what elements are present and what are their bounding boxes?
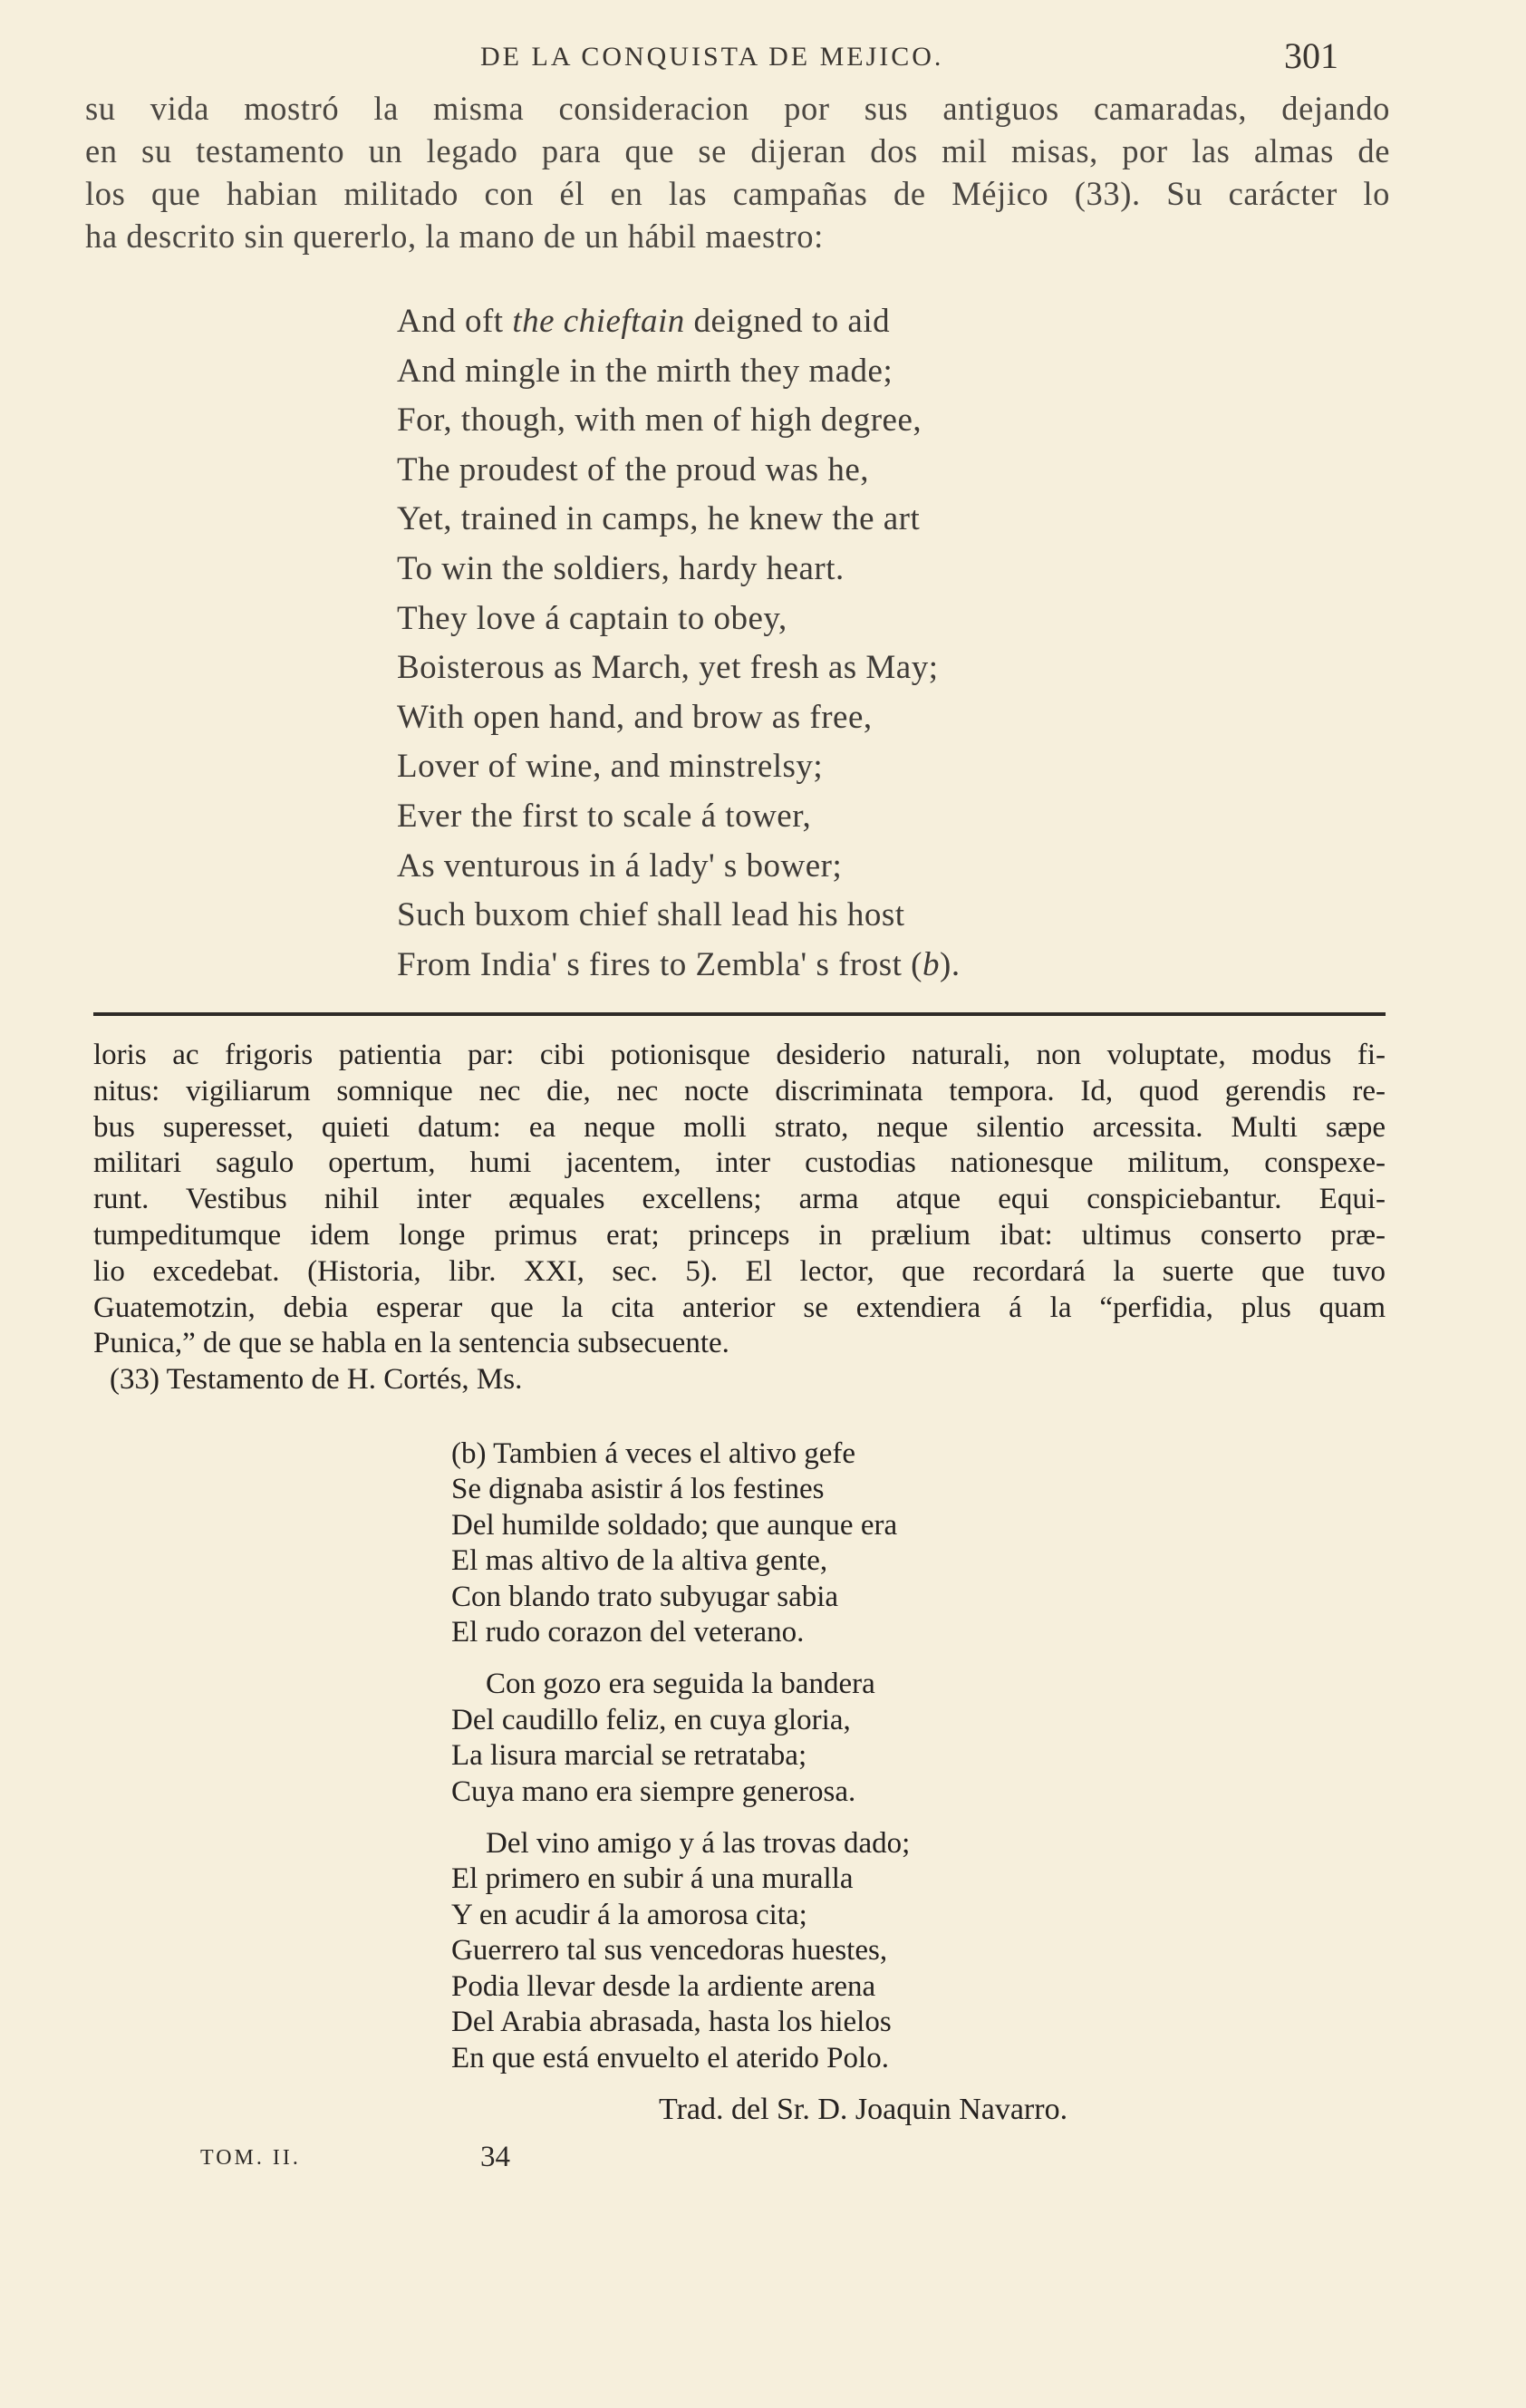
stanza-gap [451,1650,1267,1667]
poem-italic-text: b [922,945,941,983]
translation-line: Del caudillo feliz, en cuya gloria, [451,1703,851,1736]
translation-line: Con blando trato subyugar sabia [451,1580,839,1613]
poem-line: As venturous in á lady' s bower; [397,846,843,885]
poem-line: With open hand, and brow as free, [397,698,873,736]
poem-line [397,941,1212,991]
translation-line: Cuya mano era siempre generosa. [451,1775,856,1808]
running-title: DE LA CONQUISTA DE MEJICO. [480,42,944,72]
translation-line-text: Tambien á veces el altivo gefe [486,1437,856,1470]
poem-line: Boisterous as March, yet fresh as May; [397,649,939,687]
translation-line: Podia llevar desde la ardiente arena [451,1969,876,2003]
poem-line: Such buxom chief shall lead his host [397,896,905,934]
poem-line: Lover of wine, and minstrelsy; [397,748,824,786]
footnote-33: (33) Testamento de H. Cortés, Ms. [110,1363,523,1397]
translation-line: La lisura marcial se retrataba; [451,1739,807,1773]
poem-line: Yet, trained in camps, he knew the art [397,500,921,538]
poem-line [397,297,1212,347]
poem-line: They love á captain to obey, [397,599,787,637]
body-paragraph [85,87,1390,257]
poem-line: To win the soldiers, hardy heart. [397,549,845,587]
volume-mark: TOM. II. [200,2146,301,2170]
translation-line: Del Arabia abrasada, hasta los hielos [451,2006,892,2039]
translator-attribution: Trad. del Sr. D. Joaquin Navarro. [659,2093,1068,2126]
translation-line: El rudo corazon del veterano. [451,1616,805,1649]
translation-line: El primero en subir á una muralla [451,1862,854,1896]
signature-mark: 34 [480,2141,510,2173]
footnote-line: loris ac frigoris patientia par: cibi potionisque desiderio naturali, non voluptate, modus fi- [93,1039,1386,1071]
footnotes [93,1038,1386,1398]
translation-line: Del humilde soldado; que aunque era [451,1508,898,1542]
poem-line: And mingle in the mirth they made; [397,352,893,390]
footnote-line: militari sagulo opertum, humi jacentem, inter custodias nationesque militum, conspexe- [93,1146,1386,1180]
running-head [0,34,1526,76]
page-number: 301 [1284,35,1338,76]
english-poem [397,297,1212,990]
footnote-line: bus superesset, quieti datum: ea neque molli strato, neque silentio arcessita. Multi sæpe [93,1110,1386,1144]
body-line: en su testamento un legado para que se dijeran dos mil misas, por las almas de [85,132,1390,169]
poem-line-text: From India' s fires to Zembla' s frost ( [397,945,923,983]
stanza-gap [451,1810,1267,1826]
translation-line: Con gozo era seguida la bandera [486,1668,875,1701]
poem-line-text: And oft [397,303,513,340]
poem-line-text: ). [940,945,961,983]
footnote-line: Guatemotzin, debia esperar que la cita anterior se extendiera á la “perfidia, plus quam [93,1291,1386,1324]
footnote-rule [93,1012,1386,1016]
translation-line: Y en acudir á la amorosa cita; [451,1898,807,1931]
body-line: los que habian militado con él en las campañas de Méjico (33). Su carácter lo [85,175,1390,212]
poem-italic-text: the chieftain [512,303,685,340]
footnote-line: tumpeditumque idem longe primus erat; princeps in prælium ibat: ultimus conserto præ- [93,1218,1386,1252]
poem-line: For, though, with men of high degree, [397,401,922,440]
translation-line [451,1436,1267,1472]
translation-line: Guerrero tal sus vencedoras huestes, [451,1934,888,1968]
translation-line: En que está envuelto el aterido Polo. [451,2041,889,2074]
translation-line: El mas altivo de la altiva gente, [451,1544,828,1578]
spanish-translation [451,1436,1267,2076]
page-footer [0,2141,1526,2177]
footnote-marker: (b) [451,1437,487,1470]
body-line: su vida mostró la misma consideracion por sus antiguos camaradas, dejando [85,90,1390,127]
poem-line: Ever the first to scale á tower, [397,797,812,835]
poem-line: The proudest of the proud was he, [397,450,870,488]
footnote-line: Punica,” de que se habla en la sentencia subsecuente. [93,1327,729,1360]
translation-line: Del vino amigo y á las trovas dado; [486,1827,911,1861]
footnote-line: nitus: vigiliarum somnique nec die, nec nocte discriminata tempora. Id, quod gerendis re- [93,1074,1386,1107]
footnote-line: lio excedebat. (Historia, libr. XXI, sec. 5). El lector, que recordará la suerte que tuvo [93,1254,1386,1288]
footnote-line: runt. Vestibus nihil inter æquales excellens; arma atque equi conspiciebantur. Equi- [93,1183,1386,1216]
poem-line-text: deigned to aid [684,303,891,340]
translation-line: Se dignaba asistir á los festines [451,1473,825,1506]
body-line: ha descrito sin quererlo, la mano de un hábil maestro: [85,218,824,255]
